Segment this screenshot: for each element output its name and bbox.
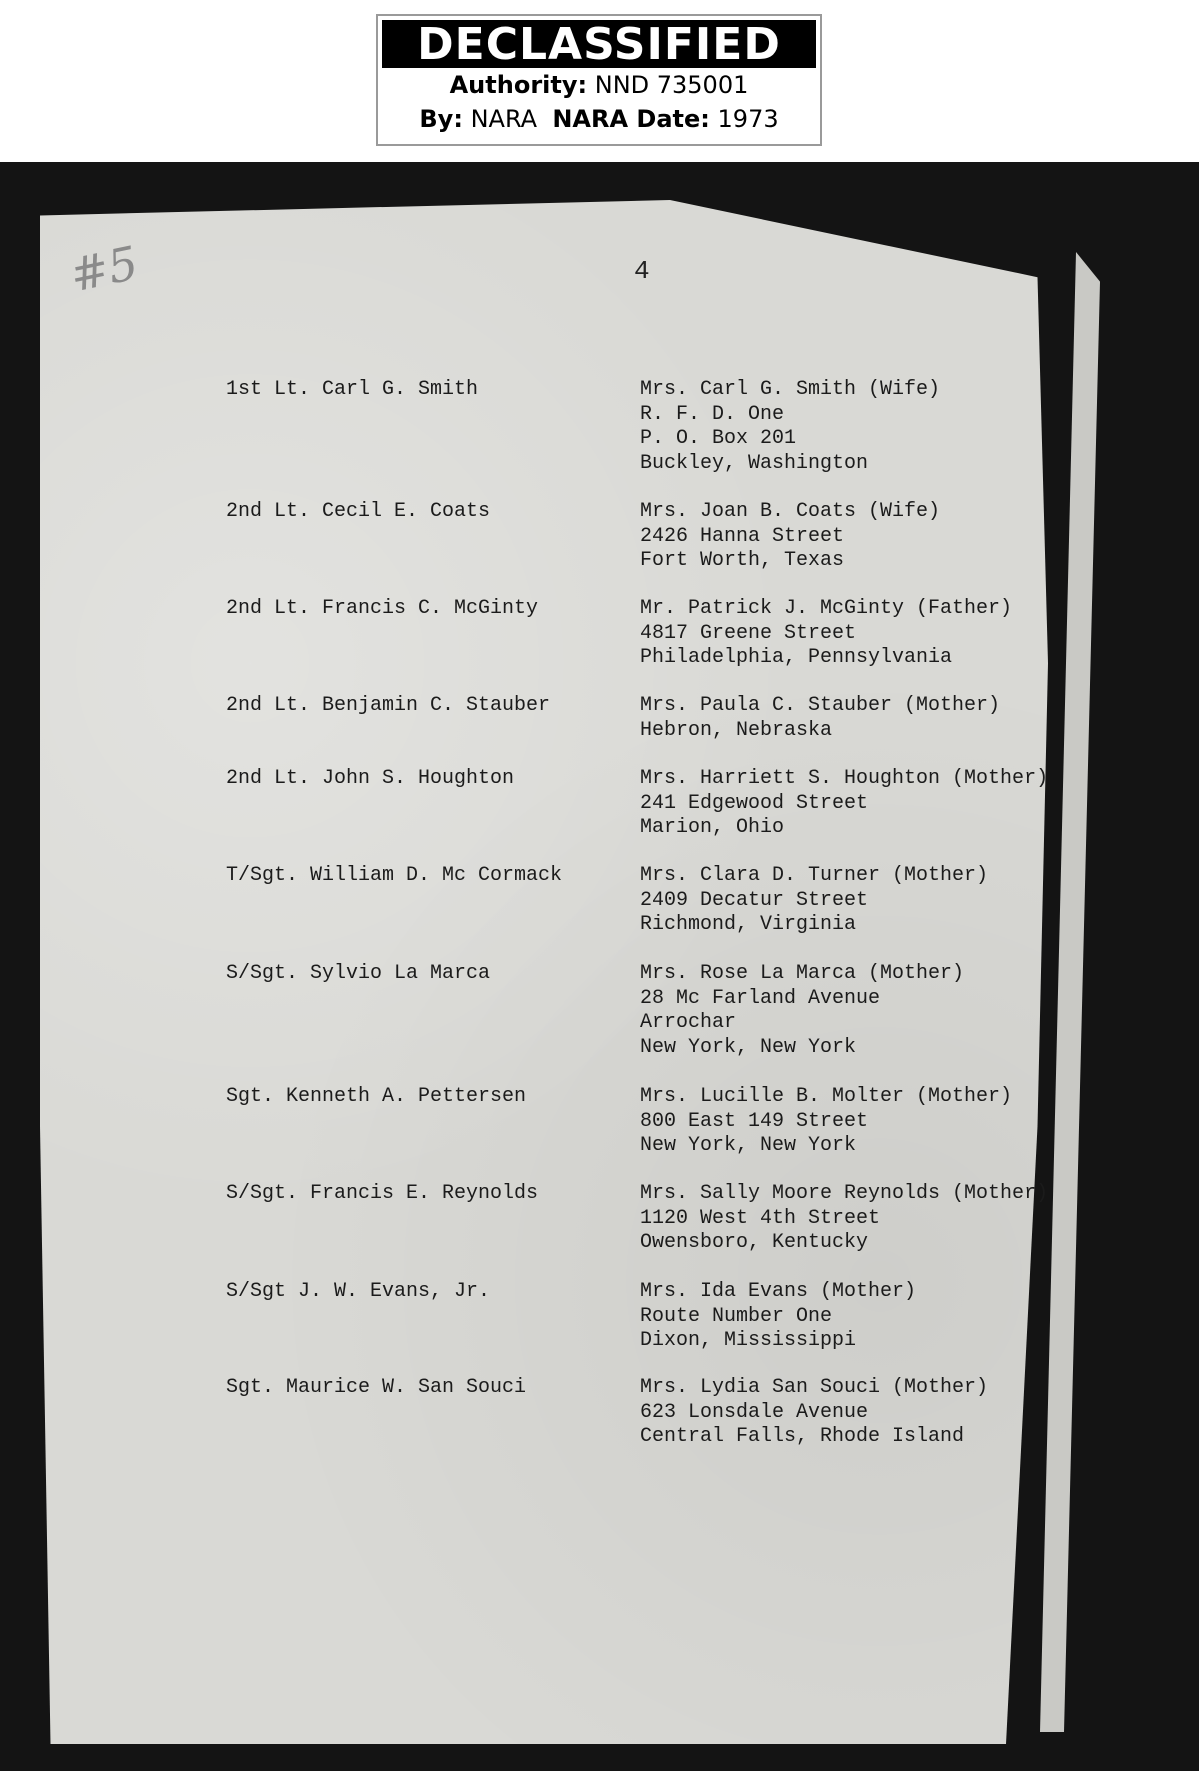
address-line: Dixon, Mississippi xyxy=(640,1329,857,1352)
address-line: Philadelphia, Pennsylvania xyxy=(640,646,953,669)
next-of-kin-address xyxy=(640,597,1012,671)
next-of-kin-address xyxy=(640,767,1048,841)
address-line: 241 Edgewood Street xyxy=(640,791,869,815)
serviceman-name: 2nd Lt. John S. Houghton xyxy=(226,767,515,790)
address-line: 2426 Hanna Street xyxy=(640,524,845,548)
address-line: Fort Worth, Texas xyxy=(640,549,845,572)
address-line: New York, New York xyxy=(640,1035,857,1059)
address-line: Central Falls, Rhode Island xyxy=(640,1425,965,1448)
handwritten-mark: #5 xyxy=(65,235,143,303)
address-line: Mrs. Lydia San Souci (Mother) xyxy=(640,1376,989,1399)
stamp-authority-value: NND 735001 xyxy=(594,71,749,99)
stamp-authority-label: Authority: xyxy=(449,71,588,99)
serviceman-name: S/Sgt J. W. Evans, Jr. xyxy=(226,1280,491,1303)
stamp-heading: DECLASSIFIED xyxy=(382,20,816,68)
stamp-by-label: By: xyxy=(419,105,463,133)
address-line: 2409 Decatur Street xyxy=(640,888,869,912)
serviceman-name: 2nd Lt. Francis C. McGinty xyxy=(226,597,539,620)
serviceman-name: T/Sgt. William D. Mc Cormack xyxy=(226,864,563,887)
address-line: Mrs. Joan B. Coats (Wife) xyxy=(640,500,941,523)
address-line: Mrs. Harriett S. Houghton (Mother) xyxy=(640,767,1049,790)
stamp-date-value: 1973 xyxy=(717,105,779,133)
address-line: Mrs. Rose La Marca (Mother) xyxy=(640,962,965,985)
next-of-kin-address xyxy=(640,694,1000,743)
address-line: Arrochar xyxy=(640,1011,737,1034)
stamp-date-label: NARA Date: xyxy=(552,105,710,133)
address-line: Hebron, Nebraska xyxy=(640,718,833,742)
next-of-kin-address xyxy=(640,1280,916,1354)
address-line: Richmond, Virginia xyxy=(640,913,857,936)
address-line: Route Number One xyxy=(640,1304,833,1328)
next-of-kin-address xyxy=(640,1085,1012,1159)
address-line: 28 Mc Farland Avenue xyxy=(640,986,881,1010)
address-line: New York, New York xyxy=(640,1134,857,1157)
address-line: 4817 Greene Street xyxy=(640,621,857,645)
address-line: Mrs. Clara D. Turner (Mother) xyxy=(640,864,989,887)
serviceman-name: S/Sgt. Francis E. Reynolds xyxy=(226,1182,539,1205)
address-line: P. O. Box 201 xyxy=(640,427,797,450)
next-of-kin-address xyxy=(640,1376,988,1450)
serviceman-name: S/Sgt. Sylvio La Marca xyxy=(226,962,491,985)
next-of-kin-address xyxy=(640,864,988,938)
address-line: 800 East 149 Street xyxy=(640,1109,869,1133)
serviceman-name: 1st Lt. Carl G. Smith xyxy=(226,378,479,401)
address-line: 1120 West 4th Street xyxy=(640,1206,881,1230)
address-line: Buckley, Washington xyxy=(640,451,869,475)
address-line: Marion, Ohio xyxy=(640,816,785,839)
address-line: 623 Lonsdale Avenue xyxy=(640,1400,869,1424)
address-line: Mrs. Ida Evans (Mother) xyxy=(640,1280,917,1303)
address-line: Owensboro, Kentucky xyxy=(640,1231,869,1254)
next-of-kin-address xyxy=(640,500,940,574)
address-line: Mr. Patrick J. McGinty (Father) xyxy=(640,597,1013,620)
serviceman-name: 2nd Lt. Benjamin C. Stauber xyxy=(226,694,551,717)
stamp-by-value: NARA xyxy=(470,105,538,133)
serviceman-name: 2nd Lt. Cecil E. Coats xyxy=(226,500,491,523)
serviceman-name: Sgt. Maurice W. San Souci xyxy=(226,1376,527,1399)
address-line: Mrs. Carl G. Smith (Wife) xyxy=(640,378,941,401)
address-line: Mrs. Sally Moore Reynolds (Mother) xyxy=(640,1182,1049,1205)
address-line: Mrs. Paula C. Stauber (Mother) xyxy=(640,694,1001,717)
next-of-kin-address xyxy=(640,378,940,476)
page-number: 4 xyxy=(634,256,650,286)
next-of-kin-address xyxy=(640,1182,1048,1256)
next-of-kin-address xyxy=(640,962,964,1060)
address-line: Mrs. Lucille B. Molter (Mother) xyxy=(640,1085,1013,1108)
address-line: R. F. D. One xyxy=(640,402,785,426)
serviceman-name: Sgt. Kenneth A. Pettersen xyxy=(226,1085,527,1108)
